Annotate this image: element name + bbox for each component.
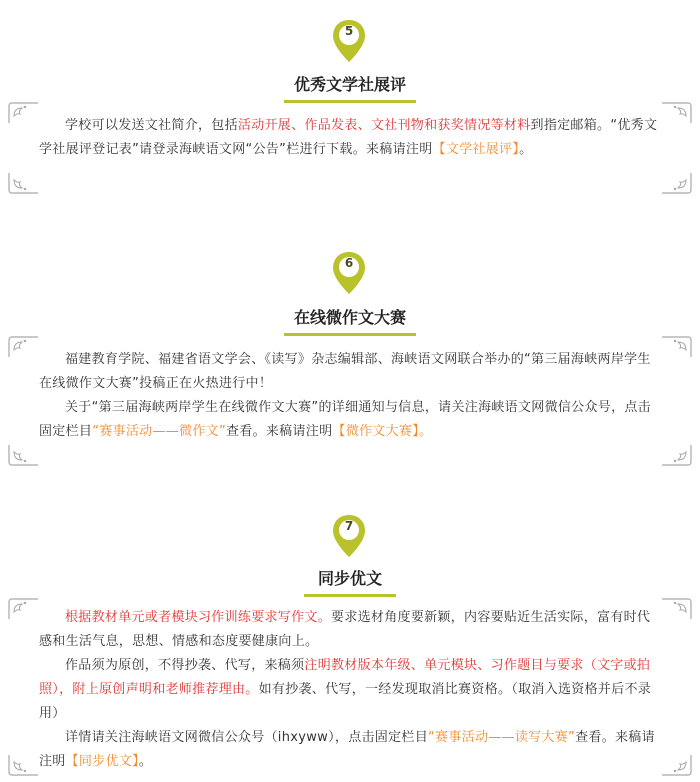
text-run: 。 — [138, 754, 153, 769]
section-number-pin — [331, 513, 367, 561]
red-highlight-text: 活动开展、作品发表、文社刊物和获奖情况等材料 — [237, 118, 531, 133]
corner-ornament-icon — [8, 172, 42, 194]
text-run: 。 — [519, 142, 533, 157]
paragraph — [39, 396, 661, 444]
section-number: 7 — [344, 519, 354, 533]
text-run: 如有抄袭、代写，一经发现取消比赛资格。（取消入选资格并后不录用） — [39, 682, 652, 721]
corner-ornament-icon — [658, 336, 692, 358]
section-body — [39, 114, 661, 162]
text-run: 查看。来稿请注明 — [39, 730, 655, 769]
section-title-text: 同步优文 — [317, 569, 382, 588]
corner-ornament-icon — [8, 336, 42, 358]
orange-highlight-text: 【微作文大赛】。 — [332, 424, 433, 439]
orange-highlight-text: 【文学社展评】 — [432, 142, 520, 157]
corner-ornament-icon — [8, 444, 42, 466]
corner-ornament-icon — [8, 754, 42, 776]
section-number: 5 — [344, 24, 354, 38]
content-frame — [8, 598, 692, 776]
paragraph — [39, 654, 661, 726]
section-title — [0, 305, 700, 336]
corner-ornament-icon — [658, 754, 692, 776]
text-run: 到指定邮箱。“优秀文学社展评登记表”请登录海峡语文网“公告”栏进行下载。来稿请注明 — [39, 118, 658, 157]
corner-ornament-icon — [658, 102, 692, 124]
section-number-pin — [331, 18, 367, 66]
section-number: 6 — [344, 256, 354, 270]
content-frame — [8, 102, 692, 194]
orange-highlight-text: 【同步优文】 — [65, 754, 139, 769]
paragraph — [39, 348, 661, 396]
paragraph — [39, 726, 661, 774]
corner-ornament-icon — [658, 598, 692, 620]
text-run: 作品须为原创，不得抄袭、代写，来稿须 — [65, 658, 305, 673]
text-run: 关于“第三届海峡两岸学生在线微作文大赛”的详细通知与信息，请关注海峡语文网微信公众号，点击固定栏目 — [39, 400, 651, 439]
content-frame — [8, 336, 692, 466]
text-run: 学校可以发送文社简介，包括 — [65, 118, 238, 133]
orange-highlight-text: “赛事活动——微作文” — [92, 424, 226, 439]
corner-ornament-icon — [658, 172, 692, 194]
red-highlight-text: 注明教材版本年级、单元模块、习作题目与要求（文字或拍照），附上原创声明和老师推荐理由。 — [39, 658, 651, 697]
section-title-text: 在线微作文大赛 — [293, 308, 406, 327]
text-run: 福建教育学院、福建省语文学会、《读写》杂志编辑部、海峡语文网联合举办的“第三届海峡两岸学生在线微作文大赛”投稿正在火热进行中！ — [39, 352, 651, 391]
text-run: 详情请关注海峡语文网微信公众号（ihxyww），点击固定栏目 — [65, 730, 429, 745]
red-highlight-text: 根据教材单元或者模块习作训练要求写作文。 — [65, 610, 332, 625]
section-title — [0, 566, 700, 597]
corner-ornament-icon — [8, 102, 42, 124]
section-title — [0, 72, 700, 103]
section-body — [39, 348, 661, 444]
paragraph — [39, 606, 661, 654]
title-underline — [304, 594, 396, 597]
text-run: 要求选材角度要新颖，内容要贴近生活实际，富有时代感和生活气息，思想、情感和态度要健康向上。 — [39, 610, 651, 649]
section-number-pin — [331, 250, 367, 298]
corner-ornament-icon — [658, 444, 692, 466]
text-run: 查看。来稿请注明 — [225, 424, 333, 439]
orange-highlight-text: “赛事活动——读写大赛” — [428, 730, 576, 745]
paragraph — [39, 114, 661, 162]
corner-ornament-icon — [8, 598, 42, 620]
section-title-text: 优秀文学社展评 — [293, 75, 406, 94]
section-body — [39, 606, 661, 774]
